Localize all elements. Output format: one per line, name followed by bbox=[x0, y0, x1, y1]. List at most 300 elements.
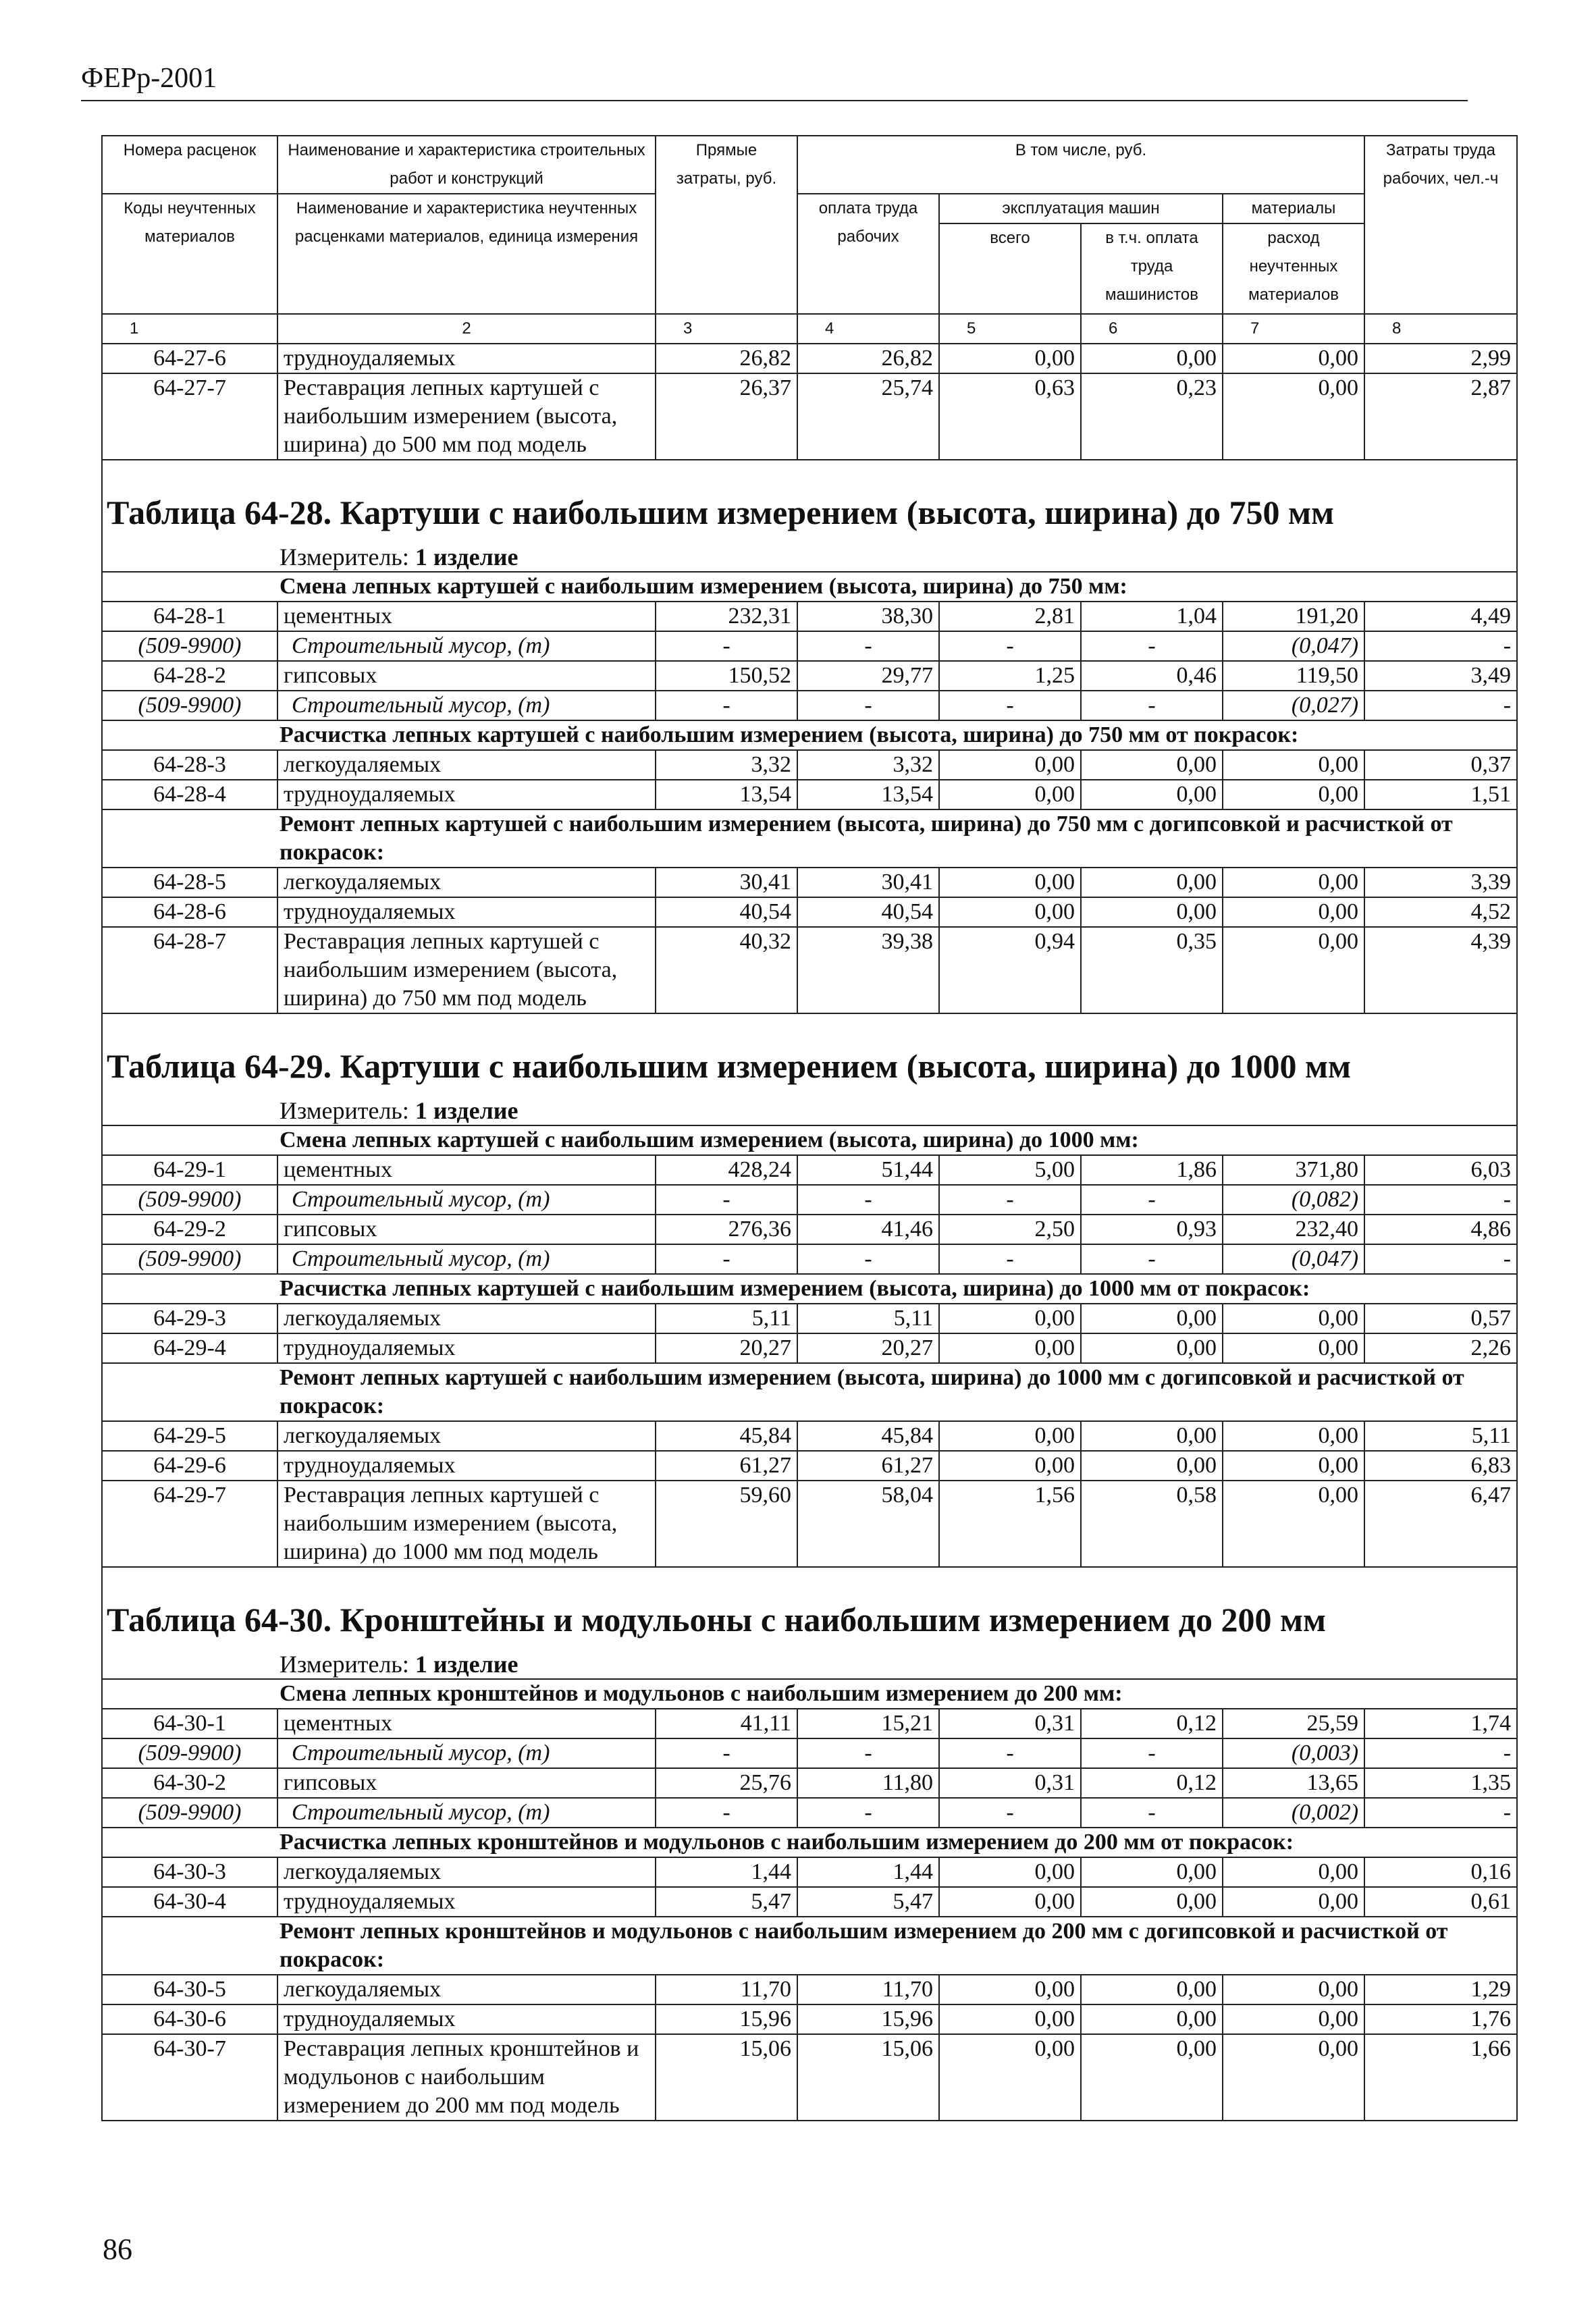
rate-code: 64-29-7 bbox=[102, 1481, 277, 1567]
table-row bbox=[102, 2004, 1517, 2034]
value-labor-pay: 26,82 bbox=[797, 344, 939, 373]
value-machines-total: 0,00 bbox=[939, 1333, 1081, 1363]
table-row bbox=[102, 1709, 1517, 1738]
value-machines-total: 5,00 bbox=[939, 1155, 1081, 1185]
rate-code: 64-29-3 bbox=[102, 1304, 277, 1333]
table-row bbox=[102, 1421, 1517, 1451]
value-labor-costs: 2,99 bbox=[1364, 344, 1517, 373]
rate-name: Строительный мусор, (т) bbox=[277, 631, 656, 661]
section-heading: Ремонт лепных кронштейнов и модульонов с наибольшим измерением до 200 мм с догипсовкой и расчисткой от покрасок: bbox=[102, 1917, 1517, 1975]
col-num-2: 2 bbox=[277, 314, 656, 344]
rate-name: трудноудаляемых bbox=[277, 1333, 656, 1363]
value-materials: (0,047) bbox=[1223, 631, 1364, 661]
table-row bbox=[102, 1333, 1517, 1363]
meter-cell bbox=[102, 1096, 1517, 1125]
value-direct-costs: 11,70 bbox=[656, 1975, 797, 2004]
value-materials: 0,00 bbox=[1223, 2034, 1364, 2121]
value-labor-pay: 3,32 bbox=[797, 750, 939, 780]
col-num-8: 8 bbox=[1364, 314, 1517, 344]
value-labor-costs: - bbox=[1364, 1244, 1517, 1274]
value-direct-costs: 59,60 bbox=[656, 1481, 797, 1567]
header-machinists-pay: в т.ч. оплата труда машинистов bbox=[1081, 223, 1223, 314]
value-machinists-pay: 0,00 bbox=[1081, 2004, 1223, 2034]
table-row bbox=[102, 631, 1517, 661]
header-row-2 bbox=[102, 194, 1517, 223]
value-machines-total: - bbox=[939, 1798, 1081, 1828]
rates-table bbox=[101, 135, 1518, 2121]
value-machinists-pay: 1,04 bbox=[1081, 602, 1223, 631]
value-materials: 0,00 bbox=[1223, 1451, 1364, 1481]
value-labor-pay: 25,74 bbox=[797, 373, 939, 460]
col-num-1: 1 bbox=[102, 314, 277, 344]
value-materials: 13,65 bbox=[1223, 1768, 1364, 1798]
rate-code: 64-28-6 bbox=[102, 897, 277, 927]
value-labor-costs: 6,83 bbox=[1364, 1451, 1517, 1481]
section-heading: Смена лепных картушей с наибольшим измерением (высота, ширина) до 750 мм: bbox=[102, 572, 1517, 602]
header-group-materials: материалы bbox=[1223, 194, 1364, 223]
rate-name: легкоудаляемых bbox=[277, 750, 656, 780]
rate-code: 64-27-7 bbox=[102, 373, 277, 460]
table-row bbox=[102, 344, 1517, 373]
value-materials: 0,00 bbox=[1223, 1481, 1364, 1567]
value-machinists-pay: 0,58 bbox=[1081, 1481, 1223, 1567]
rate-code: 64-28-2 bbox=[102, 661, 277, 691]
value-materials: 0,00 bbox=[1223, 780, 1364, 809]
value-machines-total: - bbox=[939, 691, 1081, 720]
rate-name: гипсовых bbox=[277, 661, 656, 691]
value-labor-costs: 1,76 bbox=[1364, 2004, 1517, 2034]
table-row bbox=[102, 780, 1517, 809]
header-codes-top: Номера расценок bbox=[102, 136, 277, 194]
table-row bbox=[102, 1738, 1517, 1768]
rate-name: трудноудаляемых bbox=[277, 1887, 656, 1917]
rate-name: легкоудаляемых bbox=[277, 1857, 656, 1887]
table-title: Таблица 64-28. Картуши с наибольшим измерением (высота, ширина) до 750 мм bbox=[102, 491, 1517, 543]
value-direct-costs: 30,41 bbox=[656, 868, 797, 897]
table-row bbox=[102, 1215, 1517, 1244]
section-heading-row bbox=[102, 809, 1517, 868]
header-labor-costs: Затраты труда рабочих, чел.-ч bbox=[1364, 136, 1517, 314]
value-machines-total: - bbox=[939, 1738, 1081, 1768]
value-materials: 0,00 bbox=[1223, 750, 1364, 780]
value-direct-costs: - bbox=[656, 1185, 797, 1215]
table-row bbox=[102, 927, 1517, 1013]
value-materials: (0,003) bbox=[1223, 1738, 1364, 1768]
spacer-cell bbox=[102, 1013, 1517, 1045]
table-row bbox=[102, 602, 1517, 631]
rate-name: Реставрация лепных картушей с наибольшим измерением (высота, ширина) до 1000 мм под модель bbox=[277, 1481, 656, 1567]
value-direct-costs: 5,11 bbox=[656, 1304, 797, 1333]
value-machines-total: 0,00 bbox=[939, 1451, 1081, 1481]
value-machines-total: 0,63 bbox=[939, 373, 1081, 460]
rate-name: трудноудаляемых bbox=[277, 344, 656, 373]
rate-code: 64-28-7 bbox=[102, 927, 277, 1013]
value-materials: 0,00 bbox=[1223, 897, 1364, 927]
value-machinists-pay: 1,86 bbox=[1081, 1155, 1223, 1185]
value-labor-pay: 1,44 bbox=[797, 1857, 939, 1887]
rate-code: 64-28-3 bbox=[102, 750, 277, 780]
rate-code: 64-28-5 bbox=[102, 868, 277, 897]
value-direct-costs: 428,24 bbox=[656, 1155, 797, 1185]
value-labor-pay: 38,30 bbox=[797, 602, 939, 631]
value-machinists-pay: 0,00 bbox=[1081, 780, 1223, 809]
value-machinists-pay: 0,00 bbox=[1081, 1857, 1223, 1887]
section-heading: Ремонт лепных картушей с наибольшим измерением (высота, ширина) до 1000 мм с догипсовкой и расчисткой от покрасок: bbox=[102, 1363, 1517, 1421]
value-labor-pay: 39,38 bbox=[797, 927, 939, 1013]
table-row bbox=[102, 1304, 1517, 1333]
value-machines-total: 0,00 bbox=[939, 2034, 1081, 2121]
header-labor-pay: оплата труда рабочих bbox=[797, 194, 939, 314]
value-direct-costs: 15,06 bbox=[656, 2034, 797, 2121]
section-heading-row bbox=[102, 1274, 1517, 1304]
rate-name: Строительный мусор, (т) bbox=[277, 1798, 656, 1828]
value-direct-costs: 5,47 bbox=[656, 1887, 797, 1917]
value-direct-costs: 61,27 bbox=[656, 1451, 797, 1481]
value-labor-pay: 15,96 bbox=[797, 2004, 939, 2034]
rate-code: 64-29-5 bbox=[102, 1421, 277, 1451]
value-direct-costs: 26,82 bbox=[656, 344, 797, 373]
value-materials: 0,00 bbox=[1223, 1421, 1364, 1451]
table-row bbox=[102, 2034, 1517, 2121]
rate-name: Реставрация лепных кронштейнов и модульонов с наибольшим измерением до 200 мм под модель bbox=[277, 2034, 656, 2121]
value-machinists-pay: 0,00 bbox=[1081, 344, 1223, 373]
value-labor-pay: 61,27 bbox=[797, 1451, 939, 1481]
value-materials: 191,20 bbox=[1223, 602, 1364, 631]
value-labor-pay: - bbox=[797, 1185, 939, 1215]
value-labor-costs: 3,39 bbox=[1364, 868, 1517, 897]
meter-cell bbox=[102, 1650, 1517, 1679]
value-labor-costs: 0,16 bbox=[1364, 1857, 1517, 1887]
meter-label: Измеритель: bbox=[280, 1651, 409, 1678]
value-labor-costs: 0,37 bbox=[1364, 750, 1517, 780]
value-labor-pay: 30,41 bbox=[797, 868, 939, 897]
rate-name: цементных bbox=[277, 1709, 656, 1738]
value-machinists-pay: 0,00 bbox=[1081, 1451, 1223, 1481]
rate-code: (509-9900) bbox=[102, 1798, 277, 1828]
value-materials: 0,00 bbox=[1223, 1304, 1364, 1333]
value-materials: (0,027) bbox=[1223, 691, 1364, 720]
table-row bbox=[102, 373, 1517, 460]
value-labor-costs: 0,57 bbox=[1364, 1304, 1517, 1333]
meter-value: 1 изделие bbox=[415, 543, 518, 570]
value-labor-costs: 0,61 bbox=[1364, 1887, 1517, 1917]
value-direct-costs: 40,54 bbox=[656, 897, 797, 927]
header-row-1 bbox=[102, 136, 1517, 194]
col-num-3: 3 bbox=[656, 314, 797, 344]
value-materials: 0,00 bbox=[1223, 927, 1364, 1013]
value-machines-total: 0,00 bbox=[939, 1887, 1081, 1917]
rate-code: 64-29-4 bbox=[102, 1333, 277, 1363]
value-labor-costs: 4,52 bbox=[1364, 897, 1517, 927]
value-direct-costs: 1,44 bbox=[656, 1857, 797, 1887]
value-labor-costs: - bbox=[1364, 1738, 1517, 1768]
value-materials: 0,00 bbox=[1223, 1857, 1364, 1887]
rate-code: 64-29-1 bbox=[102, 1155, 277, 1185]
rate-code: 64-27-6 bbox=[102, 344, 277, 373]
rate-name: Строительный мусор, (т) bbox=[277, 691, 656, 720]
header-group-incl: В том числе, руб. bbox=[797, 136, 1364, 194]
rate-code: (509-9900) bbox=[102, 1738, 277, 1768]
rate-code: 64-30-3 bbox=[102, 1857, 277, 1887]
value-direct-costs: 232,31 bbox=[656, 602, 797, 631]
table-spacer bbox=[102, 1013, 1517, 1045]
rate-name: цементных bbox=[277, 1155, 656, 1185]
rate-name: трудноудаляемых bbox=[277, 897, 656, 927]
value-materials: (0,002) bbox=[1223, 1798, 1364, 1828]
table-row bbox=[102, 1798, 1517, 1828]
value-labor-costs: 6,47 bbox=[1364, 1481, 1517, 1567]
table-row bbox=[102, 1887, 1517, 1917]
value-labor-costs: 4,39 bbox=[1364, 927, 1517, 1013]
value-labor-pay: 58,04 bbox=[797, 1481, 939, 1567]
value-materials: (0,082) bbox=[1223, 1185, 1364, 1215]
value-machines-total: 0,00 bbox=[939, 1421, 1081, 1451]
rate-name: легкоудаляемых bbox=[277, 1304, 656, 1333]
header-codes-bottom: Коды неучтенных материалов bbox=[102, 194, 277, 314]
section-heading: Расчистка лепных кронштейнов и модульонов с наибольшим измерением до 200 мм от покрасок: bbox=[102, 1828, 1517, 1857]
table-row bbox=[102, 1975, 1517, 2004]
rate-code: 64-29-2 bbox=[102, 1215, 277, 1244]
value-direct-costs: 45,84 bbox=[656, 1421, 797, 1451]
value-machines-total: 2,50 bbox=[939, 1215, 1081, 1244]
table-row bbox=[102, 1185, 1517, 1215]
section-heading: Смена лепных картушей с наибольшим измерением (высота, ширина) до 1000 мм: bbox=[102, 1125, 1517, 1155]
rate-name: гипсовых bbox=[277, 1215, 656, 1244]
value-materials: 232,40 bbox=[1223, 1215, 1364, 1244]
rate-name: легкоудаляемых bbox=[277, 1975, 656, 2004]
table-row bbox=[102, 1155, 1517, 1185]
value-direct-costs: - bbox=[656, 631, 797, 661]
rate-code: 64-28-4 bbox=[102, 780, 277, 809]
value-direct-costs: - bbox=[656, 691, 797, 720]
rate-name: трудноудаляемых bbox=[277, 780, 656, 809]
value-machinists-pay: 0,00 bbox=[1081, 1421, 1223, 1451]
header-rule bbox=[81, 100, 1468, 101]
value-direct-costs: 26,37 bbox=[656, 373, 797, 460]
value-machines-total: 1,56 bbox=[939, 1481, 1081, 1567]
value-direct-costs: - bbox=[656, 1798, 797, 1828]
value-labor-costs: 4,86 bbox=[1364, 1215, 1517, 1244]
value-machines-total: 2,81 bbox=[939, 602, 1081, 631]
value-direct-costs: 15,96 bbox=[656, 2004, 797, 2034]
value-machines-total: 1,25 bbox=[939, 661, 1081, 691]
value-machinists-pay: - bbox=[1081, 1738, 1223, 1768]
table-title-row bbox=[102, 491, 1517, 543]
value-machinists-pay: - bbox=[1081, 631, 1223, 661]
table-title-row bbox=[102, 1599, 1517, 1650]
value-labor-costs: - bbox=[1364, 631, 1517, 661]
spacer-cell bbox=[102, 1567, 1517, 1599]
rate-code: (509-9900) bbox=[102, 1244, 277, 1274]
meter-cell bbox=[102, 543, 1517, 572]
table-body bbox=[102, 136, 1517, 2121]
value-machinists-pay: - bbox=[1081, 1244, 1223, 1274]
value-direct-costs: 3,32 bbox=[656, 750, 797, 780]
value-machines-total: 0,00 bbox=[939, 1975, 1081, 2004]
value-machinists-pay: 0,00 bbox=[1081, 1887, 1223, 1917]
table-title: Таблица 64-30. Кронштейны и модульоны с наибольшим измерением до 200 мм bbox=[102, 1599, 1517, 1650]
value-labor-costs: - bbox=[1364, 691, 1517, 720]
header-name-bottom: Наименование и характеристика неучтенных расценками материалов, единица измерения bbox=[277, 194, 656, 314]
value-materials: 0,00 bbox=[1223, 1333, 1364, 1363]
rate-name: Строительный мусор, (т) bbox=[277, 1185, 656, 1215]
value-machines-total: 0,00 bbox=[939, 750, 1081, 780]
value-machines-total: 0,00 bbox=[939, 1304, 1081, 1333]
col-num-6: 6 bbox=[1081, 314, 1223, 344]
value-labor-pay: - bbox=[797, 691, 939, 720]
value-machinists-pay: 0,00 bbox=[1081, 897, 1223, 927]
section-heading-row bbox=[102, 1125, 1517, 1155]
rate-code: 64-30-2 bbox=[102, 1768, 277, 1798]
value-machines-total: - bbox=[939, 1185, 1081, 1215]
col-num-4: 4 bbox=[797, 314, 939, 344]
value-labor-pay: 11,70 bbox=[797, 1975, 939, 2004]
rate-code: 64-30-1 bbox=[102, 1709, 277, 1738]
value-labor-pay: 13,54 bbox=[797, 780, 939, 809]
value-direct-costs: 276,36 bbox=[656, 1215, 797, 1244]
table-row bbox=[102, 1451, 1517, 1481]
value-labor-pay: 45,84 bbox=[797, 1421, 939, 1451]
value-machines-total: 0,00 bbox=[939, 2004, 1081, 2034]
value-labor-costs: 6,03 bbox=[1364, 1155, 1517, 1185]
value-materials: 0,00 bbox=[1223, 373, 1364, 460]
value-materials: 25,59 bbox=[1223, 1709, 1364, 1738]
value-machines-total: - bbox=[939, 1244, 1081, 1274]
rate-code: 64-28-1 bbox=[102, 602, 277, 631]
value-direct-costs: 40,32 bbox=[656, 927, 797, 1013]
rate-name: Строительный мусор, (т) bbox=[277, 1244, 656, 1274]
table-title-row bbox=[102, 1045, 1517, 1096]
value-labor-pay: 51,44 bbox=[797, 1155, 939, 1185]
section-heading-row bbox=[102, 1828, 1517, 1857]
value-machinists-pay: 0,12 bbox=[1081, 1709, 1223, 1738]
value-labor-costs: 1,29 bbox=[1364, 1975, 1517, 2004]
value-labor-costs: 1,35 bbox=[1364, 1768, 1517, 1798]
col-num-5: 5 bbox=[939, 314, 1081, 344]
rate-name: гипсовых bbox=[277, 1768, 656, 1798]
value-labor-pay: 20,27 bbox=[797, 1333, 939, 1363]
rate-name: легкоудаляемых bbox=[277, 868, 656, 897]
table-spacer bbox=[102, 460, 1517, 491]
value-machinists-pay: 0,35 bbox=[1081, 927, 1223, 1013]
value-direct-costs: - bbox=[656, 1244, 797, 1274]
value-machines-total: 0,31 bbox=[939, 1768, 1081, 1798]
col-num-7: 7 bbox=[1223, 314, 1364, 344]
value-labor-pay: 5,11 bbox=[797, 1304, 939, 1333]
section-heading: Ремонт лепных картушей с наибольшим измерением (высота, ширина) до 750 мм с догипсовкой и расчисткой от покрасок: bbox=[102, 809, 1517, 868]
value-labor-pay: - bbox=[797, 1244, 939, 1274]
rate-name: легкоудаляемых bbox=[277, 1421, 656, 1451]
value-labor-costs: - bbox=[1364, 1185, 1517, 1215]
table-spacer bbox=[102, 1567, 1517, 1599]
value-machinists-pay: 0,23 bbox=[1081, 373, 1223, 460]
rate-name: Реставрация лепных картушей с наибольшим измерением (высота, ширина) до 500 мм под модель bbox=[277, 373, 656, 460]
value-machinists-pay: 0,12 bbox=[1081, 1768, 1223, 1798]
page-header: ФЕРр-2001 bbox=[81, 63, 217, 94]
value-machinists-pay: 0,00 bbox=[1081, 2034, 1223, 2121]
value-machinists-pay: 0,00 bbox=[1081, 750, 1223, 780]
section-heading: Смена лепных кронштейнов и модульонов с наибольшим измерением до 200 мм: bbox=[102, 1679, 1517, 1709]
rate-code: 64-30-6 bbox=[102, 2004, 277, 2034]
value-direct-costs: 25,76 bbox=[656, 1768, 797, 1798]
rate-name: трудноудаляемых bbox=[277, 2004, 656, 2034]
table-row bbox=[102, 691, 1517, 720]
value-materials: 371,80 bbox=[1223, 1155, 1364, 1185]
page-number: 86 bbox=[103, 2233, 132, 2266]
value-materials: 119,50 bbox=[1223, 661, 1364, 691]
value-labor-costs: 2,26 bbox=[1364, 1333, 1517, 1363]
value-machines-total: - bbox=[939, 631, 1081, 661]
value-labor-costs: 5,11 bbox=[1364, 1421, 1517, 1451]
value-machines-total: 0,00 bbox=[939, 780, 1081, 809]
header-direct-costs: Прямые затраты, руб. bbox=[656, 136, 797, 314]
value-labor-pay: 40,54 bbox=[797, 897, 939, 927]
value-materials: (0,047) bbox=[1223, 1244, 1364, 1274]
header-materials: расход неучтенных материалов bbox=[1223, 223, 1364, 314]
section-heading: Расчистка лепных картушей с наибольшим измерением (высота, ширина) до 750 мм от покрасок: bbox=[102, 720, 1517, 750]
value-direct-costs: - bbox=[656, 1738, 797, 1768]
rate-code: 64-30-7 bbox=[102, 2034, 277, 2121]
rate-code: 64-30-5 bbox=[102, 1975, 277, 2004]
value-direct-costs: 150,52 bbox=[656, 661, 797, 691]
meter-row bbox=[102, 1650, 1517, 1679]
value-labor-pay: - bbox=[797, 1738, 939, 1768]
value-machinists-pay: 0,00 bbox=[1081, 1333, 1223, 1363]
value-labor-costs: 4,49 bbox=[1364, 602, 1517, 631]
section-heading-row bbox=[102, 1363, 1517, 1421]
section-heading: Расчистка лепных картушей с наибольшим измерением (высота, ширина) до 1000 мм от покрасок: bbox=[102, 1274, 1517, 1304]
value-direct-costs: 41,11 bbox=[656, 1709, 797, 1738]
value-labor-pay: 15,06 bbox=[797, 2034, 939, 2121]
value-machines-total: 0,00 bbox=[939, 344, 1081, 373]
value-materials: 0,00 bbox=[1223, 868, 1364, 897]
meter-row bbox=[102, 543, 1517, 572]
rate-code: (509-9900) bbox=[102, 1185, 277, 1215]
meter-value: 1 изделие bbox=[415, 1651, 518, 1678]
table-row bbox=[102, 1244, 1517, 1274]
value-materials: 0,00 bbox=[1223, 344, 1364, 373]
value-labor-pay: 15,21 bbox=[797, 1709, 939, 1738]
value-machinists-pay: - bbox=[1081, 691, 1223, 720]
value-machines-total: 0,94 bbox=[939, 927, 1081, 1013]
value-labor-costs: - bbox=[1364, 1798, 1517, 1828]
header-group-machines: эксплуатация машин bbox=[939, 194, 1223, 223]
value-labor-pay: 41,46 bbox=[797, 1215, 939, 1244]
rate-code: 64-30-4 bbox=[102, 1887, 277, 1917]
value-materials: 0,00 bbox=[1223, 1887, 1364, 1917]
rate-name: Строительный мусор, (т) bbox=[277, 1738, 656, 1768]
table-row bbox=[102, 1768, 1517, 1798]
table-row bbox=[102, 1857, 1517, 1887]
value-machinists-pay: 0,00 bbox=[1081, 1304, 1223, 1333]
value-machinists-pay: - bbox=[1081, 1798, 1223, 1828]
rate-code: (509-9900) bbox=[102, 631, 277, 661]
table-row bbox=[102, 1481, 1517, 1567]
value-machinists-pay: 0,46 bbox=[1081, 661, 1223, 691]
rate-code: (509-9900) bbox=[102, 691, 277, 720]
meter-label: Измеритель: bbox=[280, 543, 409, 570]
value-labor-costs: 2,87 bbox=[1364, 373, 1517, 460]
value-labor-costs: 1,51 bbox=[1364, 780, 1517, 809]
rate-name: цементных bbox=[277, 602, 656, 631]
header-name-top: Наименование и характеристика строительных работ и конструкций bbox=[277, 136, 656, 194]
value-labor-costs: 1,74 bbox=[1364, 1709, 1517, 1738]
value-labor-pay: 29,77 bbox=[797, 661, 939, 691]
rate-code: 64-29-6 bbox=[102, 1451, 277, 1481]
table-title: Таблица 64-29. Картуши с наибольшим измерением (высота, ширина) до 1000 мм bbox=[102, 1045, 1517, 1096]
meter-value: 1 изделие bbox=[415, 1097, 518, 1124]
value-machinists-pay: 0,00 bbox=[1081, 868, 1223, 897]
